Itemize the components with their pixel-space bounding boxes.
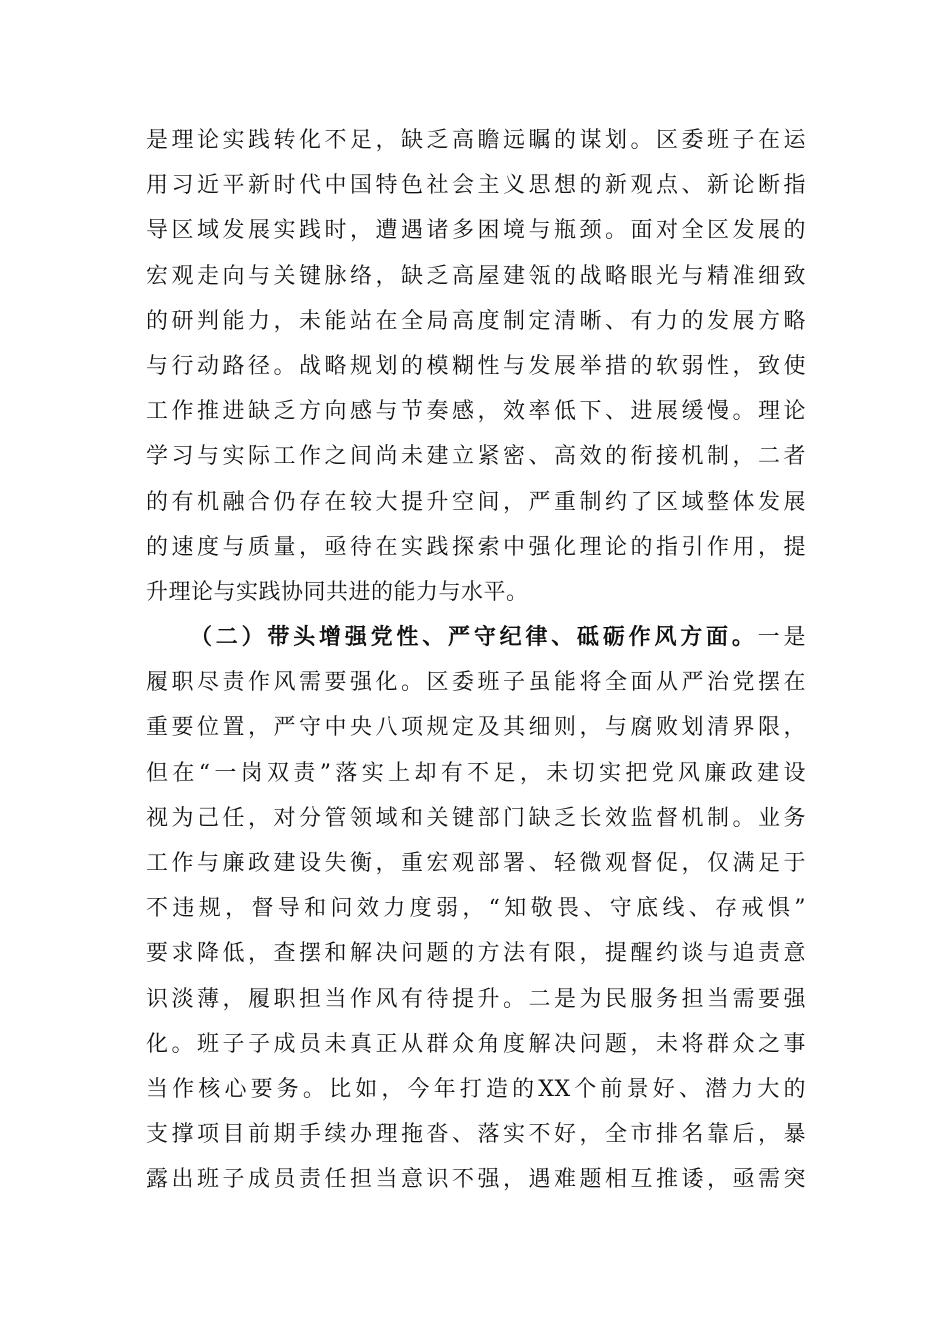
text-line: 用习近平新时代中国特色社会主义思想的新观点、新论断指	[146, 173, 806, 199]
text-line: 化。班子子成员未真正从群众角度解决问题，未将群众之事	[146, 1031, 806, 1057]
text-line: 导区域发展实践时，遭遇诸多困境与瓶颈。面对全区发展的	[146, 218, 806, 244]
text-line: 视为己任，对分管领域和关键部门缺乏长效监督机制。业务	[146, 805, 806, 831]
text-line: 支撑项目前期手续办理拖沓、落实不好，全市排名靠后，暴	[146, 1122, 806, 1148]
text-line: 与行动路径。战略规划的模糊性与发展举措的软弱性，致使	[146, 353, 806, 379]
text-line: 宏观走向与关键脉络，缺乏高屋建瓴的战略眼光与精准细致	[146, 263, 806, 289]
text-line: 但在“一岗双责”落实上却有不足，未切实把党风廉政建设	[146, 760, 806, 786]
text-line: 要求降低，查摆和解决问题的方法有限，提醒约谈与追责意	[146, 941, 806, 967]
text-line: 重要位置，严守中央八项规定及其细则，与腐败划清界限，	[146, 715, 806, 741]
text-line: 工作推进缺乏方向感与节奏感，效率低下、进展缓慢。理论	[146, 399, 806, 425]
text-line: 履职尽责作风需要强化。区委班子虽能将全面从严治党摆在	[146, 670, 806, 696]
text-line: 的有机融合仍存在较大提升空间，严重制约了区域整体发展	[146, 489, 806, 515]
text-line: 学习与实际工作之间尚未建立紧密、高效的衔接机制，二者	[146, 444, 806, 470]
paragraph-2	[146, 615, 806, 1202]
text-line: 升理论与实践协同共进的能力与水平。	[146, 579, 529, 605]
text-line: 不违规，督导和问效力度弱，“知敬畏、守底线、存戒惧”	[146, 896, 806, 922]
section-heading-line	[146, 615, 806, 660]
paragraph-1	[146, 118, 806, 615]
text-line: 工作与廉政建设失衡，重宏观部署、轻微观督促，仅满足于	[146, 851, 806, 876]
text-line: 露出班子成员责任担当意识不强，遇难题相互推诿，亟需突	[146, 1167, 806, 1193]
document-body	[146, 118, 806, 1203]
text-line: 识淡薄，履职担当作风有待提升。二是为民服务担当需要强	[146, 986, 806, 1012]
text-run: 一是	[757, 625, 806, 651]
section-heading: （二）带头增强党性、严守纪律、砥砺作风方面。	[190, 624, 758, 651]
text-line: 的研判能力，未能站在全局高度制定清晰、有力的发展方略	[146, 308, 806, 334]
text-line: 是理论实践转化不足，缺乏高瞻远瞩的谋划。区委班子在运	[146, 128, 806, 153]
text-line: 的速度与质量，亟待在实践探索中强化理论的指引作用，提	[146, 534, 806, 560]
text-line: 当作核心要务。比如，今年打造的XX个前景好、潜力大的	[146, 1076, 806, 1102]
